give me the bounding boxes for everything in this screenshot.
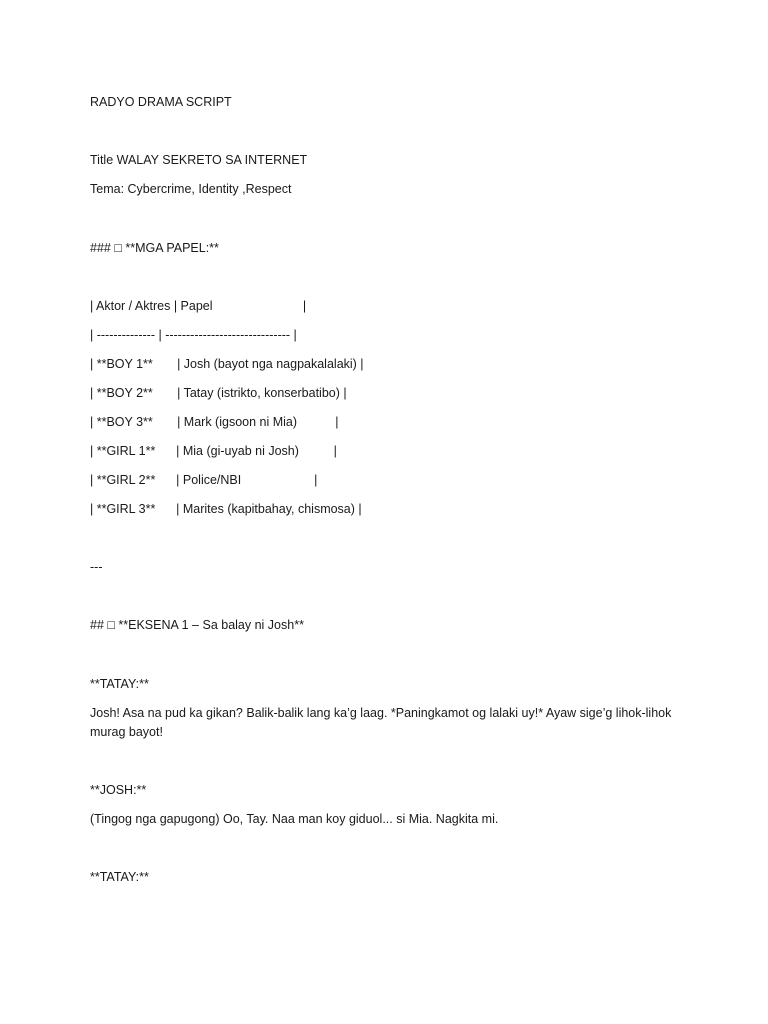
- roles-heading: ### □ **MGA PAPEL:**: [90, 241, 219, 255]
- section-separator: ---: [90, 560, 103, 574]
- dialogue-line: (Tingog nga gapugong) Oo, Tay. Naa man koy giduol... si Mia. Nagkita mi.: [90, 812, 499, 826]
- table-row: | -------------- | ------------------------------ |: [90, 328, 297, 342]
- script-header: RADYO DRAMA SCRIPT: [90, 95, 232, 109]
- speaker-label: **TATAY:**: [90, 677, 149, 691]
- dialogue-line: Josh! Asa na pud ka gikan? Balik-balik lang ka’g laag. *Paningkamot og lalaki uy!* Ayaw sige’g lihok-lihok murag bayot!: [90, 706, 672, 739]
- table-row: | **BOY 2** | Tatay (istrikto, konserbatibo) |: [90, 386, 347, 400]
- table-row: | **GIRL 3** | Marites (kapitbahay, chismosa) |: [90, 502, 362, 516]
- speaker-label: **JOSH:**: [90, 783, 147, 797]
- scene-heading: ## □ **EKSENA 1 – Sa balay ni Josh**: [90, 618, 304, 632]
- speaker-label: **TATAY:**: [90, 870, 149, 884]
- table-row: | **GIRL 2** | Police/NBI |: [90, 473, 318, 487]
- theme-line: Tema: Cybercrime, Identity ,Respect: [90, 182, 292, 196]
- title-line: Title WALAY SEKRETO SA INTERNET: [90, 153, 308, 167]
- table-row: | **GIRL 1** | Mia (gi-uyab ni Josh) |: [90, 444, 337, 458]
- table-row: | **BOY 1** | Josh (bayot nga nagpakalalaki) |: [90, 357, 364, 371]
- table-row: | **BOY 3** | Mark (igsoon ni Mia) |: [90, 415, 339, 429]
- table-row: | Aktor / Aktres | Papel |: [90, 299, 307, 313]
